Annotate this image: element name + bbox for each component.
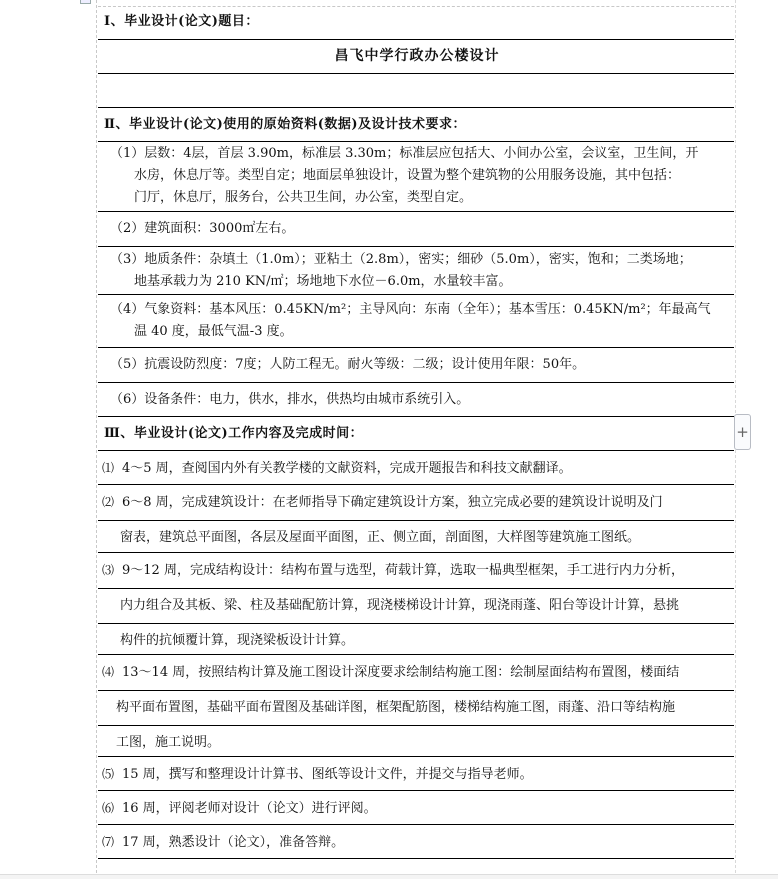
item-number: ⑹ — [102, 801, 115, 815]
work-item-6 — [98, 791, 734, 825]
work-item-3 — [98, 553, 734, 655]
item-number: ⑵ — [102, 495, 115, 509]
work-line: 13～14 周，按照结构计算及施工图设计深度要求绘制结构施工图：绘制屋面结构布置图，楼面结 — [122, 665, 680, 680]
requirement-line: （3）地质条件：杂填土（1.0m）；亚粘土（2.8m），密实；细砂（5.0m），密实，饱和；二类场地； — [110, 252, 692, 267]
work-line-wrapper — [98, 553, 734, 589]
requirement-line: 水房，休息厅等。类型自定；地面层单独设计，设置为整个建筑物的公用服务设施，其中包括： — [134, 168, 681, 183]
requirement-item-1 — [98, 142, 734, 212]
requirement-item-6 — [98, 383, 734, 417]
section-3-heading: Ⅲ、毕业设计(论文)工作内容及完成时间： — [98, 417, 734, 451]
item-number: ⑸ — [102, 767, 115, 781]
thesis-title: 昌飞中学行政办公楼设计 — [98, 40, 734, 74]
empty-row — [98, 74, 734, 108]
requirement-item-4 — [98, 295, 734, 348]
work-line: 17 周，熟悉设计（论文），准备答辩。 — [122, 835, 345, 850]
section-1-heading: Ⅰ、毕业设计(论文)题目： — [98, 6, 734, 40]
work-line: 6～8 周，完成建筑设计：在老师指导下确定建筑设计方案，独立完成必要的建筑设计说明及门 — [122, 495, 663, 510]
requirement-line: 温 40 度，最低气温-3 度。 — [134, 324, 293, 339]
requirement-line: （5）抗震设防烈度：7度；人防工程无。耐火等级：二级；设计使用年限：50年。 — [110, 357, 586, 372]
requirement-line: （1）层数：4层，首层 3.90m，标准层 3.30m；标准层应包括大、小间办公室，会议室，卫生间，开 — [110, 146, 699, 161]
page-bottom-edge — [0, 874, 778, 879]
requirement-line: （4）气象资料：基本风压：0.45KN/m²；主导风向：东南（全年）；基本雪压：0.45KN/m²；年最高气 — [110, 302, 711, 317]
requirement-line: （6）设备条件：电力，供水，排水，供热均由城市系统引入。 — [110, 392, 470, 407]
work-item-1 — [98, 451, 734, 485]
requirement-item-3 — [98, 247, 734, 295]
work-line: 9～12 周，完成结构设计：结构布置与选型，荷载计算，选取一榀典型框架，手工进行内力分析， — [122, 563, 684, 578]
work-line: 窗表，建筑总平面图，各层及屋面平面图，正、侧立面，剖面图，大样图等建筑施工图纸。 — [120, 530, 641, 545]
table-move-handle[interactable] — [80, 0, 91, 4]
section-2-heading: Ⅱ、毕业设计(论文)使用的原始资料(数据)及设计技术要求： — [98, 108, 734, 142]
work-item-4 — [98, 655, 734, 757]
requirement-item-5 — [98, 348, 734, 383]
work-line-wrapper — [98, 485, 734, 521]
work-line: 4～5 周，查阅国内外有关教学楼的文献资料，完成开题报告和科技文献翻译。 — [122, 461, 572, 476]
work-line: 工图，施工说明。 — [116, 735, 221, 750]
work-item-7 — [98, 825, 734, 859]
item-number: ⑺ — [102, 835, 115, 849]
item-number: ⑴ — [102, 461, 115, 475]
work-line: 构件的抗倾覆计算，现浇梁板设计计算。 — [120, 633, 355, 648]
document-table — [98, 6, 734, 859]
work-line: 16 周，评阅老师对设计（论文）进行评阅。 — [122, 801, 377, 816]
requirement-line: （2）建筑面积：3000㎡左右。 — [110, 221, 295, 236]
requirement-item-2 — [98, 212, 734, 247]
requirement-line: 地基承载力为 210 KN/㎡；场地地下水位－6.0m，水量较丰富。 — [134, 274, 512, 289]
work-line: 15 周，撰写和整理设计计算书、图纸等设计文件，并提交与指导老师。 — [122, 767, 533, 782]
item-number: ⑷ — [102, 665, 115, 679]
work-line-wrapper — [98, 655, 734, 691]
work-line: 内力组合及其板、梁、柱及基础配筋计算，现浇楼梯设计计算，现浇雨蓬、阳台等设计计算，悬挑 — [98, 589, 734, 624]
work-item-2 — [98, 485, 734, 553]
work-item-5 — [98, 757, 734, 791]
item-number: ⑶ — [102, 563, 115, 577]
requirement-line: 门厅，休息厅，服务台，公共卫生间，办公室，类型自定。 — [134, 190, 473, 205]
add-row-button[interactable]: + — [734, 414, 751, 450]
work-line: 构平面布置图，基础平面布置图及基础详图，框架配筋图，楼梯结构施工图，雨蓬、沿口等结构施 — [98, 691, 734, 726]
